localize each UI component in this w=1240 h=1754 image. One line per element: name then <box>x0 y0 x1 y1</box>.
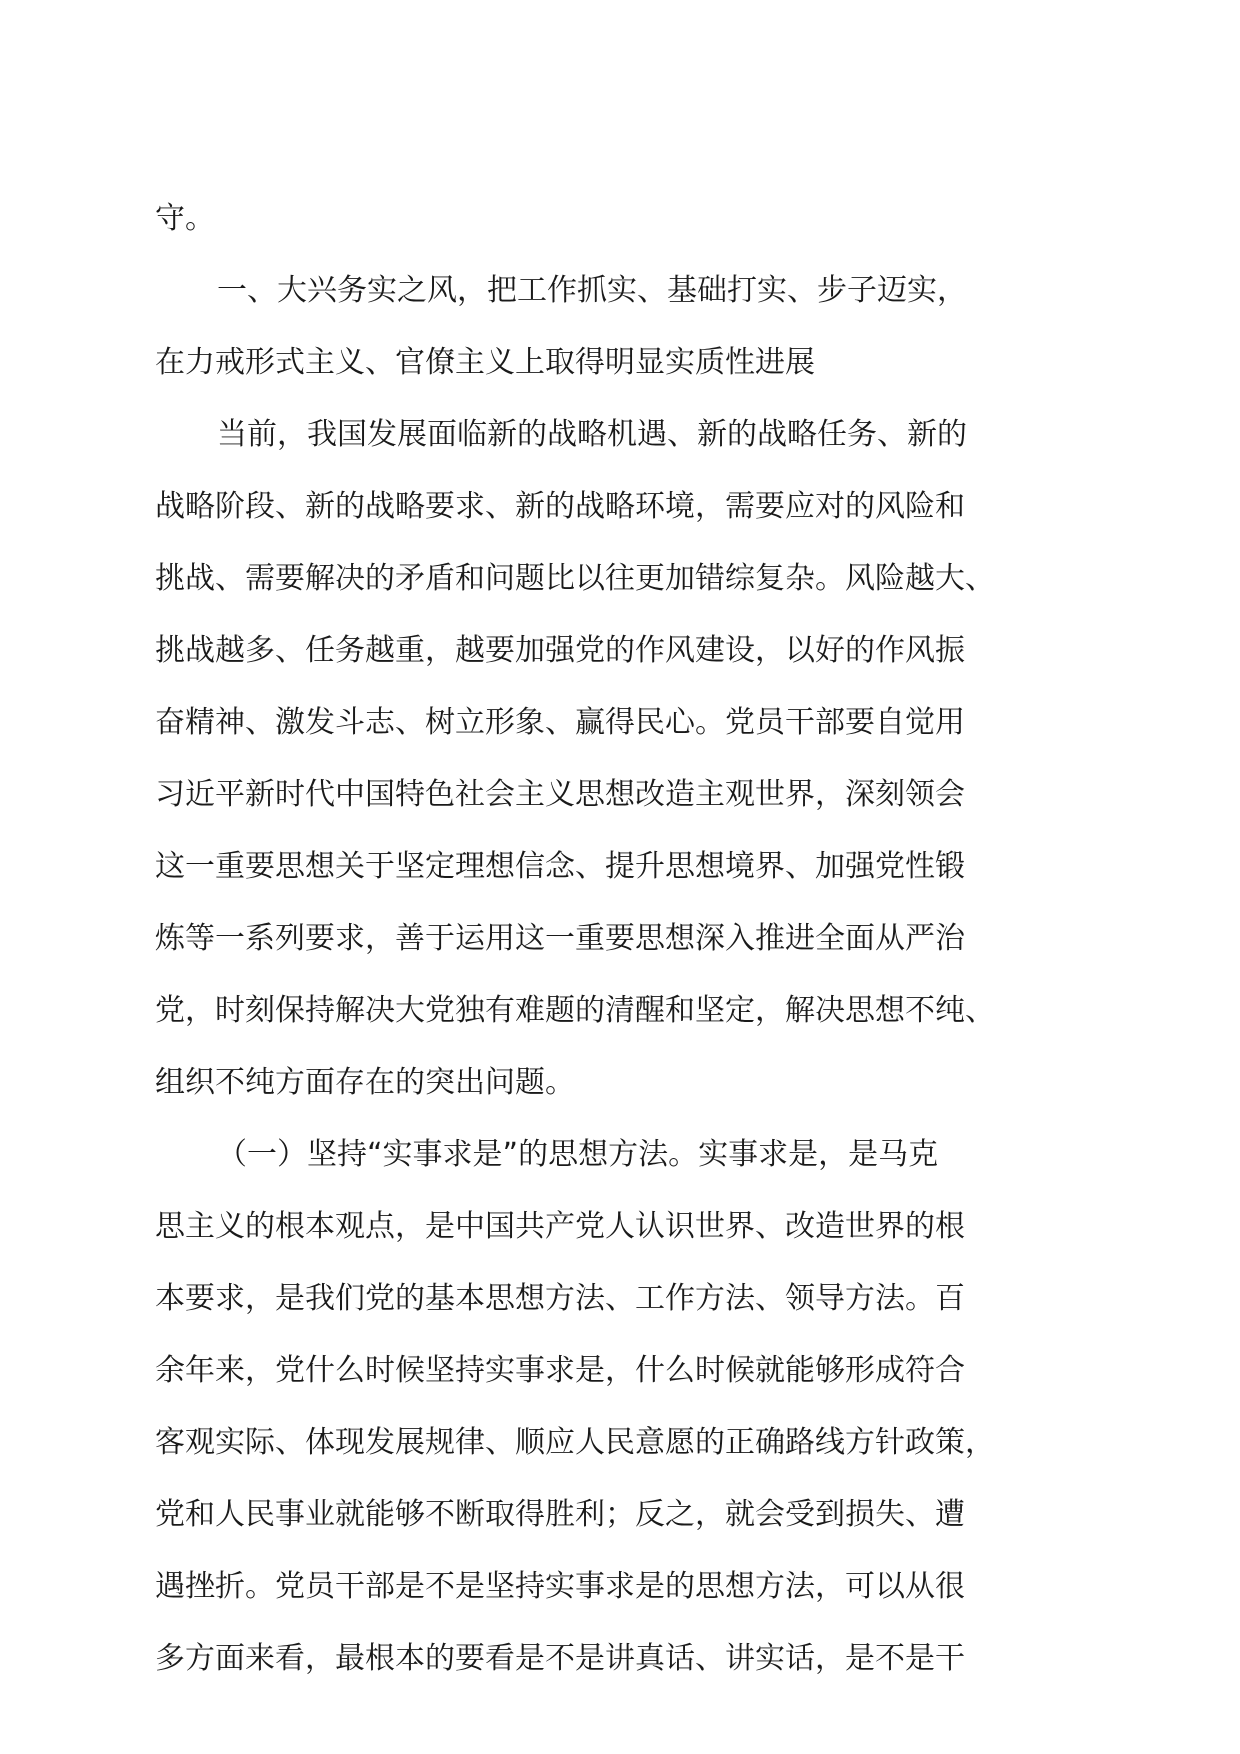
body-line: 当前，我国发展面临新的战略机遇、新的战略任务、新的 <box>217 417 967 452</box>
body-line: 遇挫折。党员干部是不是坚持实事求是的思想方法，可以从很 <box>155 1569 965 1604</box>
document-body <box>155 183 1075 1695</box>
body-line: 思主义的根本观点，是中国共产党人认识世界、改造世界的根 <box>155 1209 965 1244</box>
body-line: 习近平新时代中国特色社会主义思想改造主观世界，深刻领会 <box>155 777 965 812</box>
body-line: 党和人民事业就能够不断取得胜利；反之，就会受到损失、遭 <box>155 1497 965 1532</box>
subsection-line: （一）坚持“实事求是”的思想方法。实事求是，是马克 <box>217 1137 939 1172</box>
body-line: 守。 <box>155 201 215 236</box>
body-line: 余年来，党什么时候坚持实事求是，什么时候就能够形成符合 <box>155 1353 965 1388</box>
body-line: 这一重要思想关于坚定理想信念、提升思想境界、加强党性锻 <box>155 849 965 884</box>
body-line: 挑战越多、任务越重，越要加强党的作风建设，以好的作风振 <box>155 633 965 668</box>
body-line: 战略阶段、新的战略要求、新的战略环境，需要应对的风险和 <box>155 489 965 524</box>
body-line: 挑战、需要解决的矛盾和问题比以往更加错综复杂。风险越大、 <box>155 561 995 596</box>
body-line: 组织不纯方面存在的突出问题。 <box>155 1065 575 1100</box>
body-line: 炼等一系列要求，善于运用这一重要思想深入推进全面从严治 <box>155 921 965 956</box>
section-heading-line: 在力戒形式主义、官僚主义上取得明显实质性进展 <box>155 345 815 380</box>
body-line: 本要求，是我们党的基本思想方法、工作方法、领导方法。百 <box>155 1281 965 1316</box>
body-line: 奋精神、激发斗志、树立形象、赢得民心。党员干部要自觉用 <box>155 705 965 740</box>
body-line: 党，时刻保持解决大党独有难题的清醒和坚定，解决思想不纯、 <box>155 993 995 1028</box>
body-line: 客观实际、体现发展规律、顺应人民意愿的正确路线方针政策， <box>155 1425 995 1460</box>
body-line: 多方面来看，最根本的要看是不是讲真话、讲实话，是不是干 <box>155 1641 965 1676</box>
section-heading-line: 一、大兴务实之风，把工作抓实、基础打实、步子迈实， <box>217 273 967 308</box>
